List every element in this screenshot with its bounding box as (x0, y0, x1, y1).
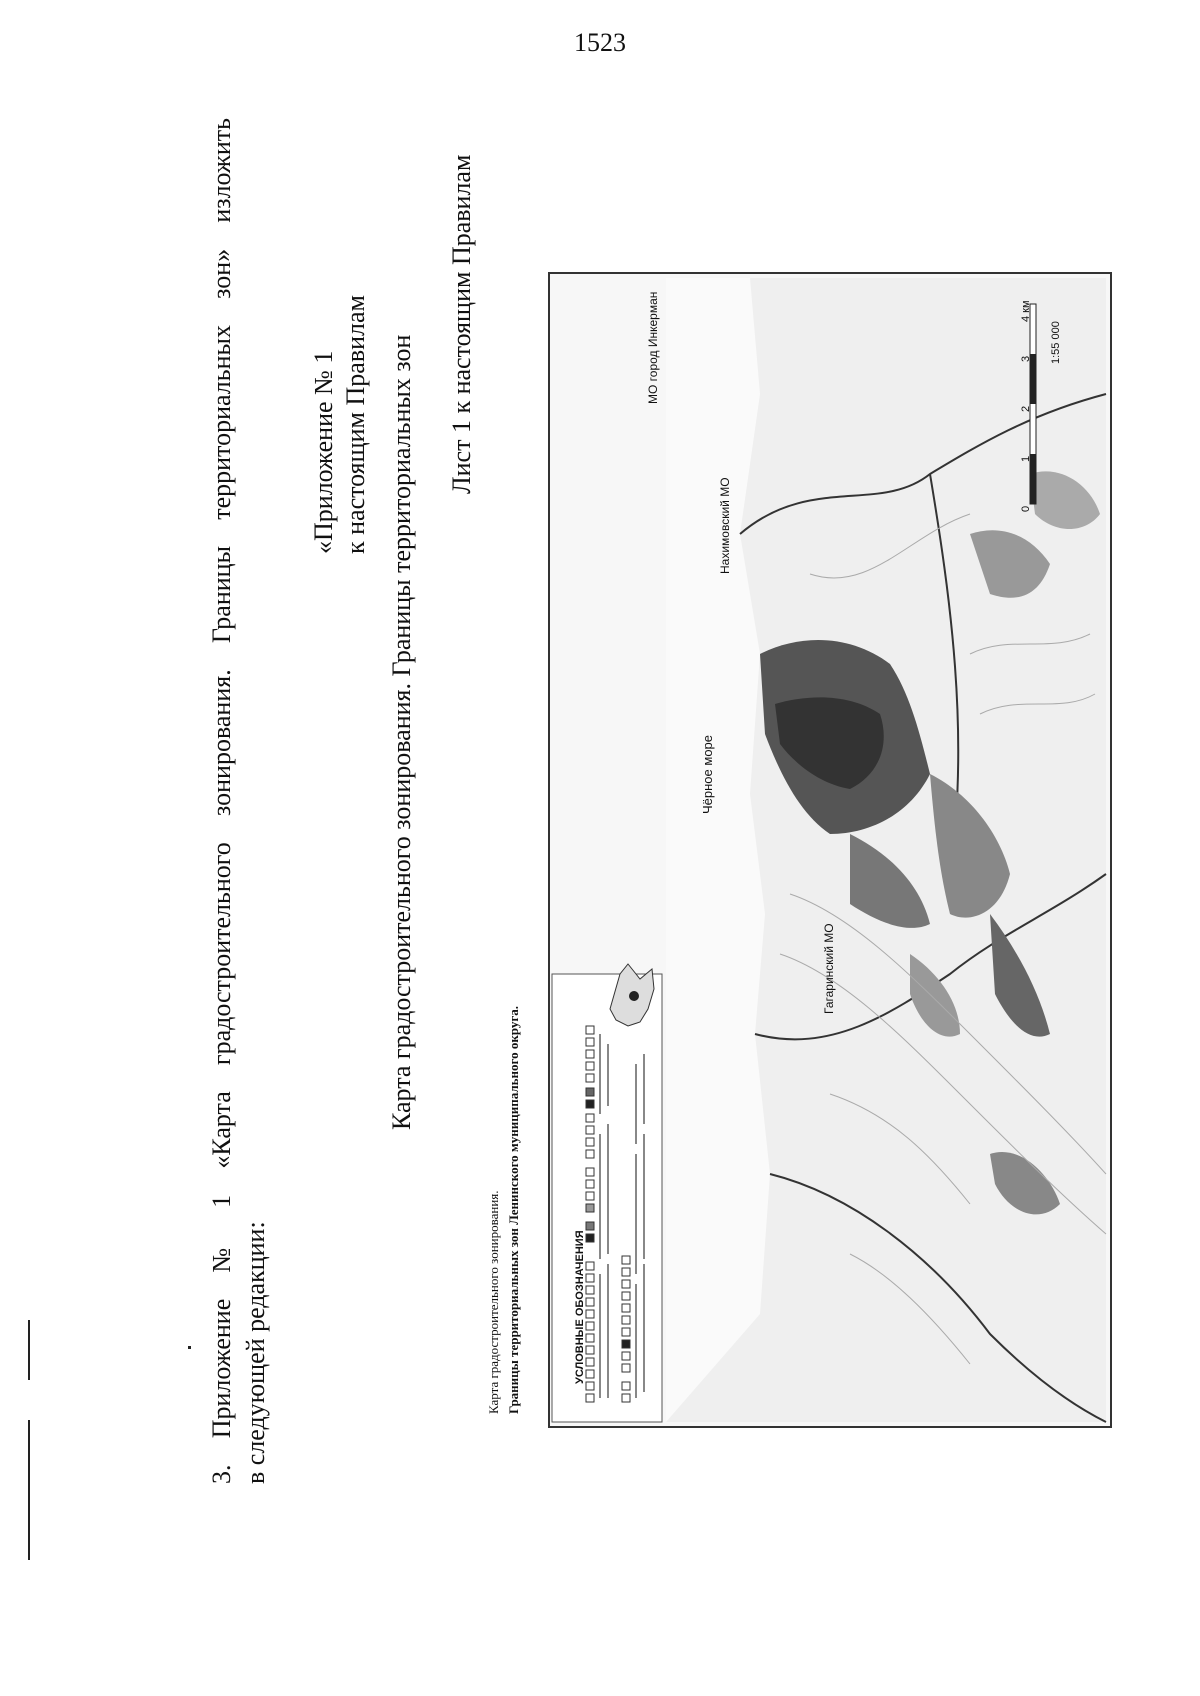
scale-tick-4: 4 км (1020, 300, 1032, 322)
map-graphic (550, 274, 1110, 1426)
scale-tick-1: 1 (1020, 455, 1032, 462)
label-mo-left: Гагаринский МО (822, 923, 836, 1014)
paragraph-line-1: 3. Приложение № 1 «Карта градостроительного зонирования. Границы территориальных зон» изложить (207, 118, 236, 1484)
appendix-subtitle: к настоящим Правилам (341, 295, 370, 554)
scale-bar (1030, 304, 1036, 504)
scale-tick-2: 2 (1020, 405, 1032, 412)
label-sea: Чёрное море (700, 734, 715, 814)
label-mo-center: Нахимовский МО (718, 477, 732, 574)
margin-line (28, 1320, 30, 1380)
inset-highlight (629, 991, 639, 1001)
sheet-label: Лист 1 к настоящим Правилам (447, 154, 476, 494)
margin-dot (188, 1346, 191, 1349)
label-mo-right: МО город Инкерман (646, 291, 660, 404)
legend-title: УСЛОВНЫЕ ОБОЗНАЧЕНИЯ (574, 1230, 586, 1384)
scale-tick-3: 3 (1020, 355, 1032, 362)
map-caption-line1: Карта градостроительного зонирования. (486, 1190, 501, 1414)
page-number: 1523 (574, 28, 626, 57)
appendix-title: «Приложение № 1 (309, 350, 338, 554)
map-caption-line2: Границы территориальных зон Ленинского муниципального округа. (506, 1005, 521, 1414)
scale-tick-0: 0 (1020, 505, 1032, 512)
paragraph-line-2: в следующей редакции: (241, 1221, 270, 1484)
zoning-map (486, 272, 1112, 1428)
scale-ratio: 1:55 000 (1050, 321, 1062, 364)
map-heading: Карта градостроительного зонирования. Границы территориальных зон (387, 334, 416, 1130)
margin-line (28, 1420, 30, 1560)
